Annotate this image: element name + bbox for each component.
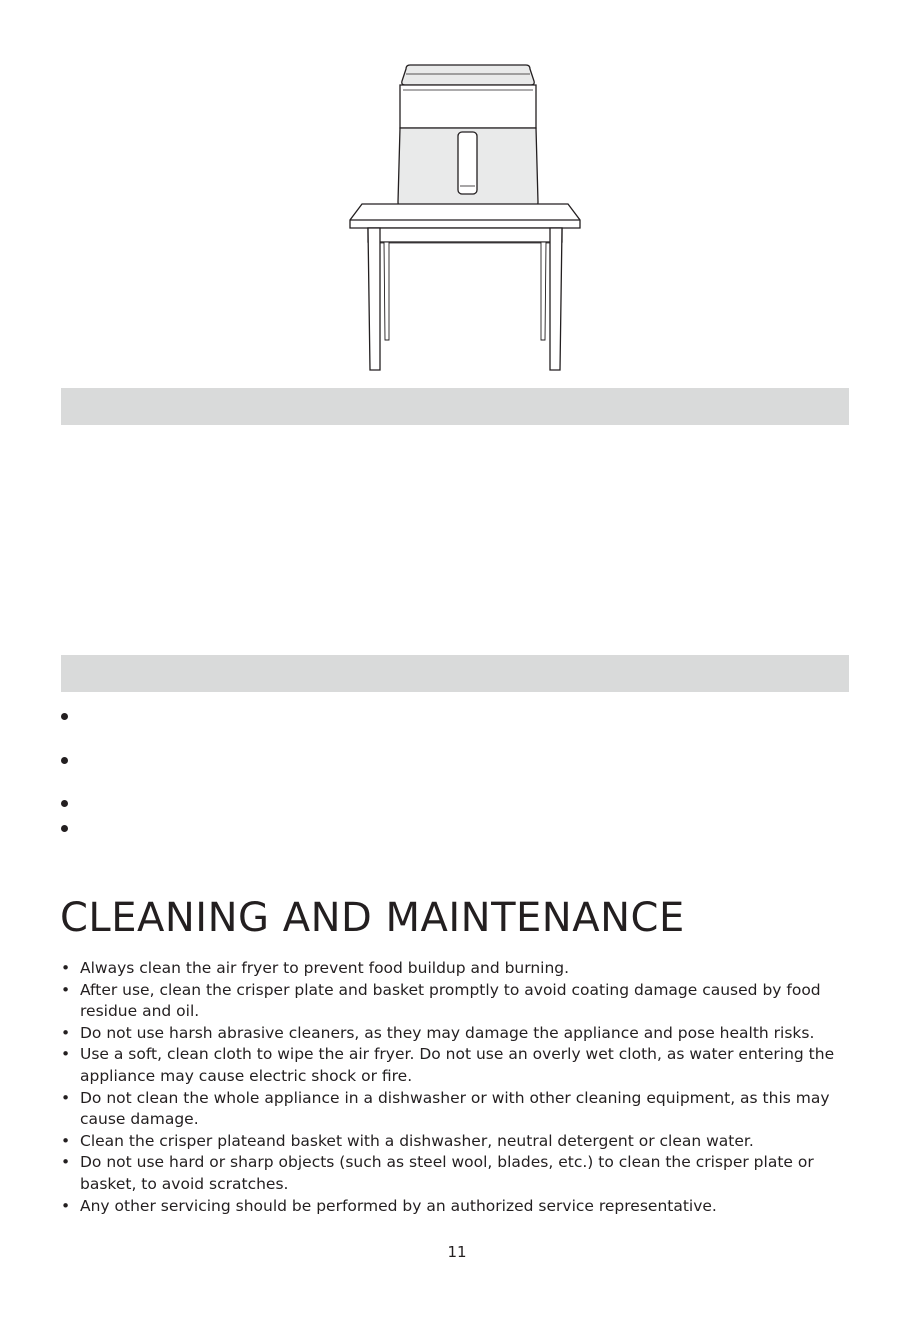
- list-item: [60, 980, 860, 1023]
- list-item: [60, 1196, 860, 1218]
- section-title: CLEANING AND MAINTENANCE: [60, 895, 685, 941]
- bullet-mark: •: [61, 1153, 71, 1172]
- page-number: 11: [447, 1243, 467, 1261]
- list-item-text: Do not clean the whole appliance in a dishwasher or with other cleaning equipment, as this may cause damage.: [80, 1088, 830, 1129]
- bullet-dot: [61, 800, 68, 807]
- air-fryer-icon: [398, 65, 538, 216]
- list-item: [60, 1131, 860, 1153]
- list-item: [60, 958, 860, 980]
- bullet-mark: •: [61, 1045, 71, 1064]
- list-item-text: Always clean the air fryer to prevent food buildup and burning.: [80, 959, 570, 977]
- list-item-text: Do not use harsh abrasive cleaners, as they may damage the appliance and pose health risks.: [80, 1023, 815, 1042]
- bullet-mark: •: [61, 980, 71, 999]
- bullet-mark: •: [61, 1023, 71, 1042]
- bullet-dot: [61, 713, 68, 720]
- list-item: [60, 1152, 860, 1195]
- bullet-mark: •: [61, 959, 71, 977]
- bullet-mark: •: [61, 1196, 71, 1215]
- bullet-mark: •: [61, 1131, 71, 1150]
- cleaning-instructions-list: [60, 958, 860, 1217]
- air-fryer-on-table-illustration: [340, 60, 590, 375]
- table-icon: [350, 204, 580, 370]
- list-item-text: Clean the crisper plateand basket with a dishwasher, neutral detergent or clean water.: [80, 1131, 754, 1150]
- section-header-bar: [61, 388, 849, 425]
- list-item: [60, 1023, 860, 1045]
- list-item-text: Do not use hard or sharp objects (such as steel wool, blades, etc.) to clean the crisper plate or basket, to avoid scratches.: [80, 1153, 814, 1193]
- section-header-bar: [61, 655, 849, 692]
- list-item: [60, 1044, 860, 1087]
- list-item-text: Any other servicing should be performed by an authorized service representative.: [80, 1196, 717, 1215]
- list-item-text: After use, clean the crisper plate and basket promptly to avoid coating damage caused by food residue and oil.: [80, 980, 821, 1021]
- bullet-dot: [61, 825, 68, 832]
- list-item: [60, 1088, 860, 1131]
- bullet-dot: [61, 757, 68, 764]
- list-item-text: Use a soft, clean cloth to wipe the air fryer. Do not use an overly wet cloth, as water entering the appliance may cause electric shock or fire.: [80, 1045, 835, 1085]
- bullet-mark: •: [61, 1088, 71, 1107]
